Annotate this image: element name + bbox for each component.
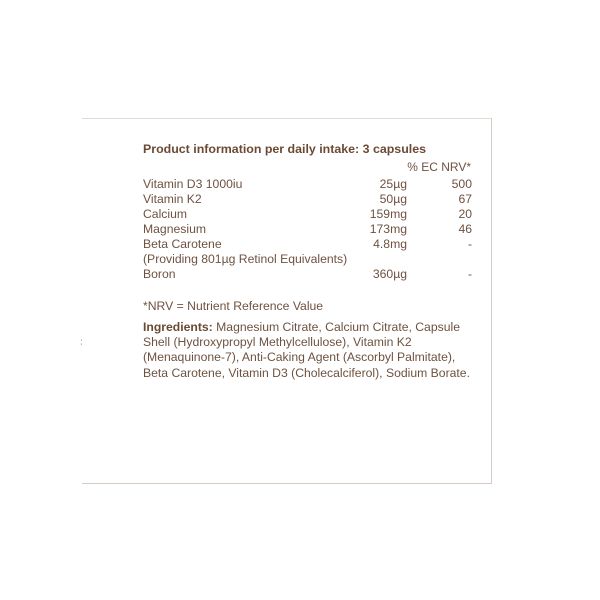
- nrv-column-header: [143, 157, 478, 175]
- nutrient-name: Vitamin K2: [143, 192, 202, 206]
- nutrient-name: Calcium: [143, 207, 188, 221]
- edge-mark: ∶: [80, 337, 83, 349]
- info-heading: Product information per daily intake: 3 capsules: [143, 142, 426, 156]
- nutrient-name: Magnesium: [143, 222, 206, 236]
- nutrient-name: (Providing 801µg Retinol Equivalents): [143, 252, 348, 266]
- nutrition-info: [143, 142, 478, 381]
- nutrient-nrv: -: [467, 237, 472, 251]
- nrv-footnote: *NRV = Nutrient Reference Value: [143, 299, 324, 313]
- nutrient-amount: 173mg: [369, 222, 407, 236]
- nutrient-row: [143, 177, 478, 192]
- nutrient-name: Vitamin D3 1000iu: [143, 177, 243, 191]
- nutrient-row: [143, 267, 478, 282]
- nutrient-row: [143, 207, 478, 222]
- ingredients-label: Ingredients:: [143, 320, 213, 334]
- ingredients-text: Magnesium Citrate, Calcium Citrate, Capsule Shell (Hydroxypropyl Methylcellulose), Vitamin K2 (Menaquinone-7), Anti-Caking Agent (Ascorbyl Palmitate), Beta Carotene, Vitamin D3 (Cholecalciferol), Sodium Borate.: [143, 320, 470, 380]
- nutrient-nrv: 46: [458, 222, 472, 236]
- nutrient-nrv: 500: [451, 177, 472, 191]
- nutrient-row: [143, 222, 478, 237]
- nutrient-nrv: -: [467, 267, 472, 281]
- nutrient-row: [143, 192, 478, 207]
- nutrient-nrv: 67: [458, 192, 472, 206]
- nutrient-nrv: 20: [458, 207, 472, 221]
- nutrient-table: [143, 177, 478, 282]
- nutrient-amount: 4.8mg: [373, 237, 407, 251]
- nutrient-row: [143, 237, 478, 252]
- ingredients-list: [143, 320, 473, 381]
- nutrient-amount: 25µg: [379, 177, 407, 191]
- nutrient-name: Beta Carotene: [143, 237, 222, 251]
- nutrient-amount: 50µg: [379, 192, 407, 206]
- nutrient-amount: 360µg: [372, 267, 407, 281]
- nrv-column-header-text: % EC NRV*: [407, 160, 471, 174]
- nutrient-name: Boron: [143, 267, 176, 281]
- nutrient-row: [143, 252, 478, 267]
- nutrient-amount: 159mg: [369, 207, 407, 221]
